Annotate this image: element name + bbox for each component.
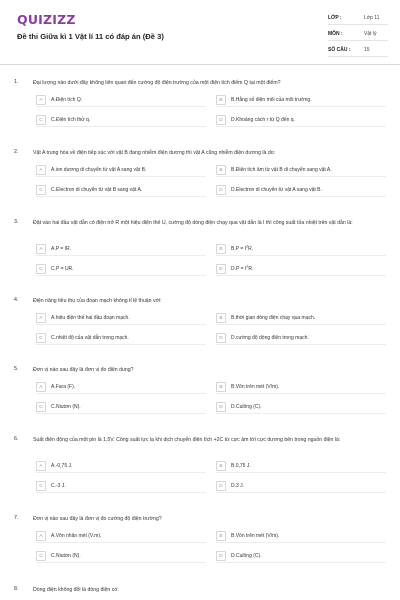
option-text: C.nhiệt độ của vật dẫn trong mạch. [51, 335, 129, 341]
option-c[interactable] [36, 550, 206, 563]
superscript: 2 [246, 244, 249, 249]
option-text: D.Khoảng cách r từ Q đến q. [231, 117, 295, 123]
option-letter-box: C [36, 551, 46, 561]
option-text: D.Culông (C). [231, 404, 262, 410]
option-text: D.Culông (C). [231, 553, 262, 559]
option-b[interactable] [216, 530, 386, 543]
option-letter-box: C [36, 264, 46, 274]
option-letter-box: D [216, 333, 226, 343]
option-text: A.ion dương di chuyển từ vật A sang vật B. [51, 167, 147, 173]
option-letter-box: B [216, 461, 226, 471]
option-text: A.-0,75 J. [51, 463, 73, 469]
superscript: 2 [246, 264, 249, 269]
option-text: B.Vôn trên mét (V/m). [231, 384, 280, 390]
option-letter-box: D [216, 551, 226, 561]
option-letter-box: A [36, 165, 46, 175]
option-text: A.Điện tích Q. [51, 97, 83, 103]
question-number: 3. [14, 219, 19, 225]
option-b[interactable] [216, 164, 386, 177]
option-a[interactable] [36, 94, 206, 107]
option-text: C.Niutơn (N). [51, 404, 81, 410]
option-text: C.Điện tích thử q. [51, 117, 91, 123]
meta-key: LỚP : [328, 15, 342, 21]
question-text: Điện năng tiêu thụ của đoạn mạch không tỉ lệ thuận với: [33, 298, 162, 304]
option-text: $B.P = I^2R$. [231, 244, 254, 252]
option-d[interactable] [216, 332, 386, 345]
option-letter-box: A [36, 244, 46, 254]
option-text: A.Fara (F). [51, 384, 76, 390]
option-text: A.Vôn nhân mét (V.m). [51, 533, 102, 539]
option-text: A.P = IR. [51, 246, 72, 252]
meta-row-class [328, 12, 388, 25]
option-a[interactable] [36, 243, 206, 256]
option-letter-box: C [36, 185, 46, 195]
option-letter-box: C [36, 333, 46, 343]
question-text: Dòng điện không đổi là dòng điện có: [33, 587, 119, 593]
question-text: Suất điện động của một pin là 1,5V. Công suất lực lạ khi dịch chuyển điện tích +2C từ cực âm tới cực dương bên trong nguồn điện là: [33, 437, 341, 443]
question-text: Đơn vị nào sau đây là đơn vị đo điện dung? [33, 367, 134, 373]
question-text: Đại lượng nào dưới đây không liên quan đến cường độ điện trường của một điện tích điểm Q tại một điểm? [33, 80, 281, 86]
option-letter-box: A [36, 531, 46, 541]
option-b[interactable] [216, 243, 386, 256]
option-a[interactable] [36, 460, 206, 473]
document-header [0, 0, 400, 64]
question-number: 6. [14, 436, 19, 442]
option-text: B.Điện tích âm từ vật B di chuyển sang vật A. [231, 167, 332, 173]
option-a[interactable] [36, 312, 206, 325]
option-letter-box: A [36, 95, 46, 105]
option-letter-box: D [216, 264, 226, 274]
option-b[interactable] [216, 94, 386, 107]
option-d[interactable] [216, 263, 386, 276]
option-text: D.cường độ dòng điện trong mạch. [231, 335, 309, 341]
meta-value: 15 [364, 47, 370, 53]
option-c[interactable] [36, 184, 206, 197]
question-number: 2. [14, 149, 19, 155]
option-letter-box: A [36, 382, 46, 392]
option-letter-box: D [216, 402, 226, 412]
header-divider [0, 64, 400, 65]
option-b[interactable] [216, 381, 386, 394]
question-number: 4. [14, 297, 19, 303]
option-text: B.Hằng số điện môi của môi trường. [231, 97, 312, 103]
question-text: Đặt vào hai đầu vật dẫn có điện trở R một hiệu điện thế U, cường độ dòng điện chạy qua vật dẫn là I thì công suất tỏa nhiệt trên vật dẫn là: [33, 220, 353, 226]
option-text: C.Niutơn (N). [51, 553, 81, 559]
meta-row-count [328, 44, 388, 57]
option-text: C.-3 J. [51, 483, 66, 489]
question-number: 8. [14, 586, 19, 592]
option-letter-box: D [216, 115, 226, 125]
option-letter-box: D [216, 185, 226, 195]
option-c[interactable] [36, 480, 206, 493]
option-b[interactable] [216, 312, 386, 325]
option-letter-box: A [36, 313, 46, 323]
option-text: B.thời gian dòng điện chạy qua mạch. [231, 315, 316, 321]
option-a[interactable] [36, 381, 206, 394]
option-letter-box: C [36, 402, 46, 412]
option-a[interactable] [36, 530, 206, 543]
option-text: D.Electron di chuyển từ vật A sang vật B. [231, 187, 322, 193]
question-number: 5. [14, 366, 19, 372]
option-letter-box: D [216, 481, 226, 491]
meta-value: Lớp 11 [364, 15, 380, 21]
option-c[interactable] [36, 114, 206, 127]
option-letter-box: B [216, 531, 226, 541]
option-d[interactable] [216, 550, 386, 563]
option-text: C.Electron di chuyển từ vật B sang vật A. [51, 187, 143, 193]
option-d[interactable] [216, 184, 386, 197]
option-letter-box: C [36, 481, 46, 491]
option-letter-box: B [216, 313, 226, 323]
option-text: B.0,75 J. [231, 463, 251, 469]
meta-row-subject [328, 28, 388, 41]
option-d[interactable] [216, 401, 386, 414]
option-c[interactable] [36, 263, 206, 276]
option-text: A.hiệu điện thế hai đầu đoạn mạch. [51, 315, 130, 321]
option-letter-box: B [216, 95, 226, 105]
meta-panel [328, 12, 388, 60]
option-letter-box: B [216, 165, 226, 175]
option-letter-box: B [216, 244, 226, 254]
option-b[interactable] [216, 460, 386, 473]
question-text: Vật A trung hòa về điện tiếp xúc với vật B đang nhiễm điện dương thì vật A cũng nhiễm điện dương là do: [33, 150, 276, 156]
meta-key: SỐ CÂU : [328, 47, 351, 53]
page-title: Đề thi Giữa kì 1 Vật lí 11 có đáp án (Đề 3) [17, 32, 164, 41]
option-text: D.3 J. [231, 483, 245, 489]
option-letter-box: A [36, 461, 46, 471]
quizizz-logo: QUIZIZZ [17, 12, 76, 27]
option-text: C.P = UR. [51, 266, 74, 272]
option-letter-box: B [216, 382, 226, 392]
option-text: $D.P = I^2R$. [231, 264, 254, 272]
question-text: Đơn vị nào sau đây là đơn vị đo cường độ điện trường? [33, 516, 162, 522]
option-c[interactable] [36, 332, 206, 345]
option-d[interactable] [216, 480, 386, 493]
option-letter-box: C [36, 115, 46, 125]
question-number: 1. [14, 79, 19, 85]
option-c[interactable] [36, 401, 206, 414]
option-d[interactable] [216, 114, 386, 127]
meta-key: MÔN : [328, 31, 343, 37]
option-text: B.Vôn trên mét (V/m). [231, 533, 280, 539]
question-number: 7. [14, 515, 19, 521]
option-a[interactable] [36, 164, 206, 177]
meta-value: Vật lý [364, 31, 377, 37]
